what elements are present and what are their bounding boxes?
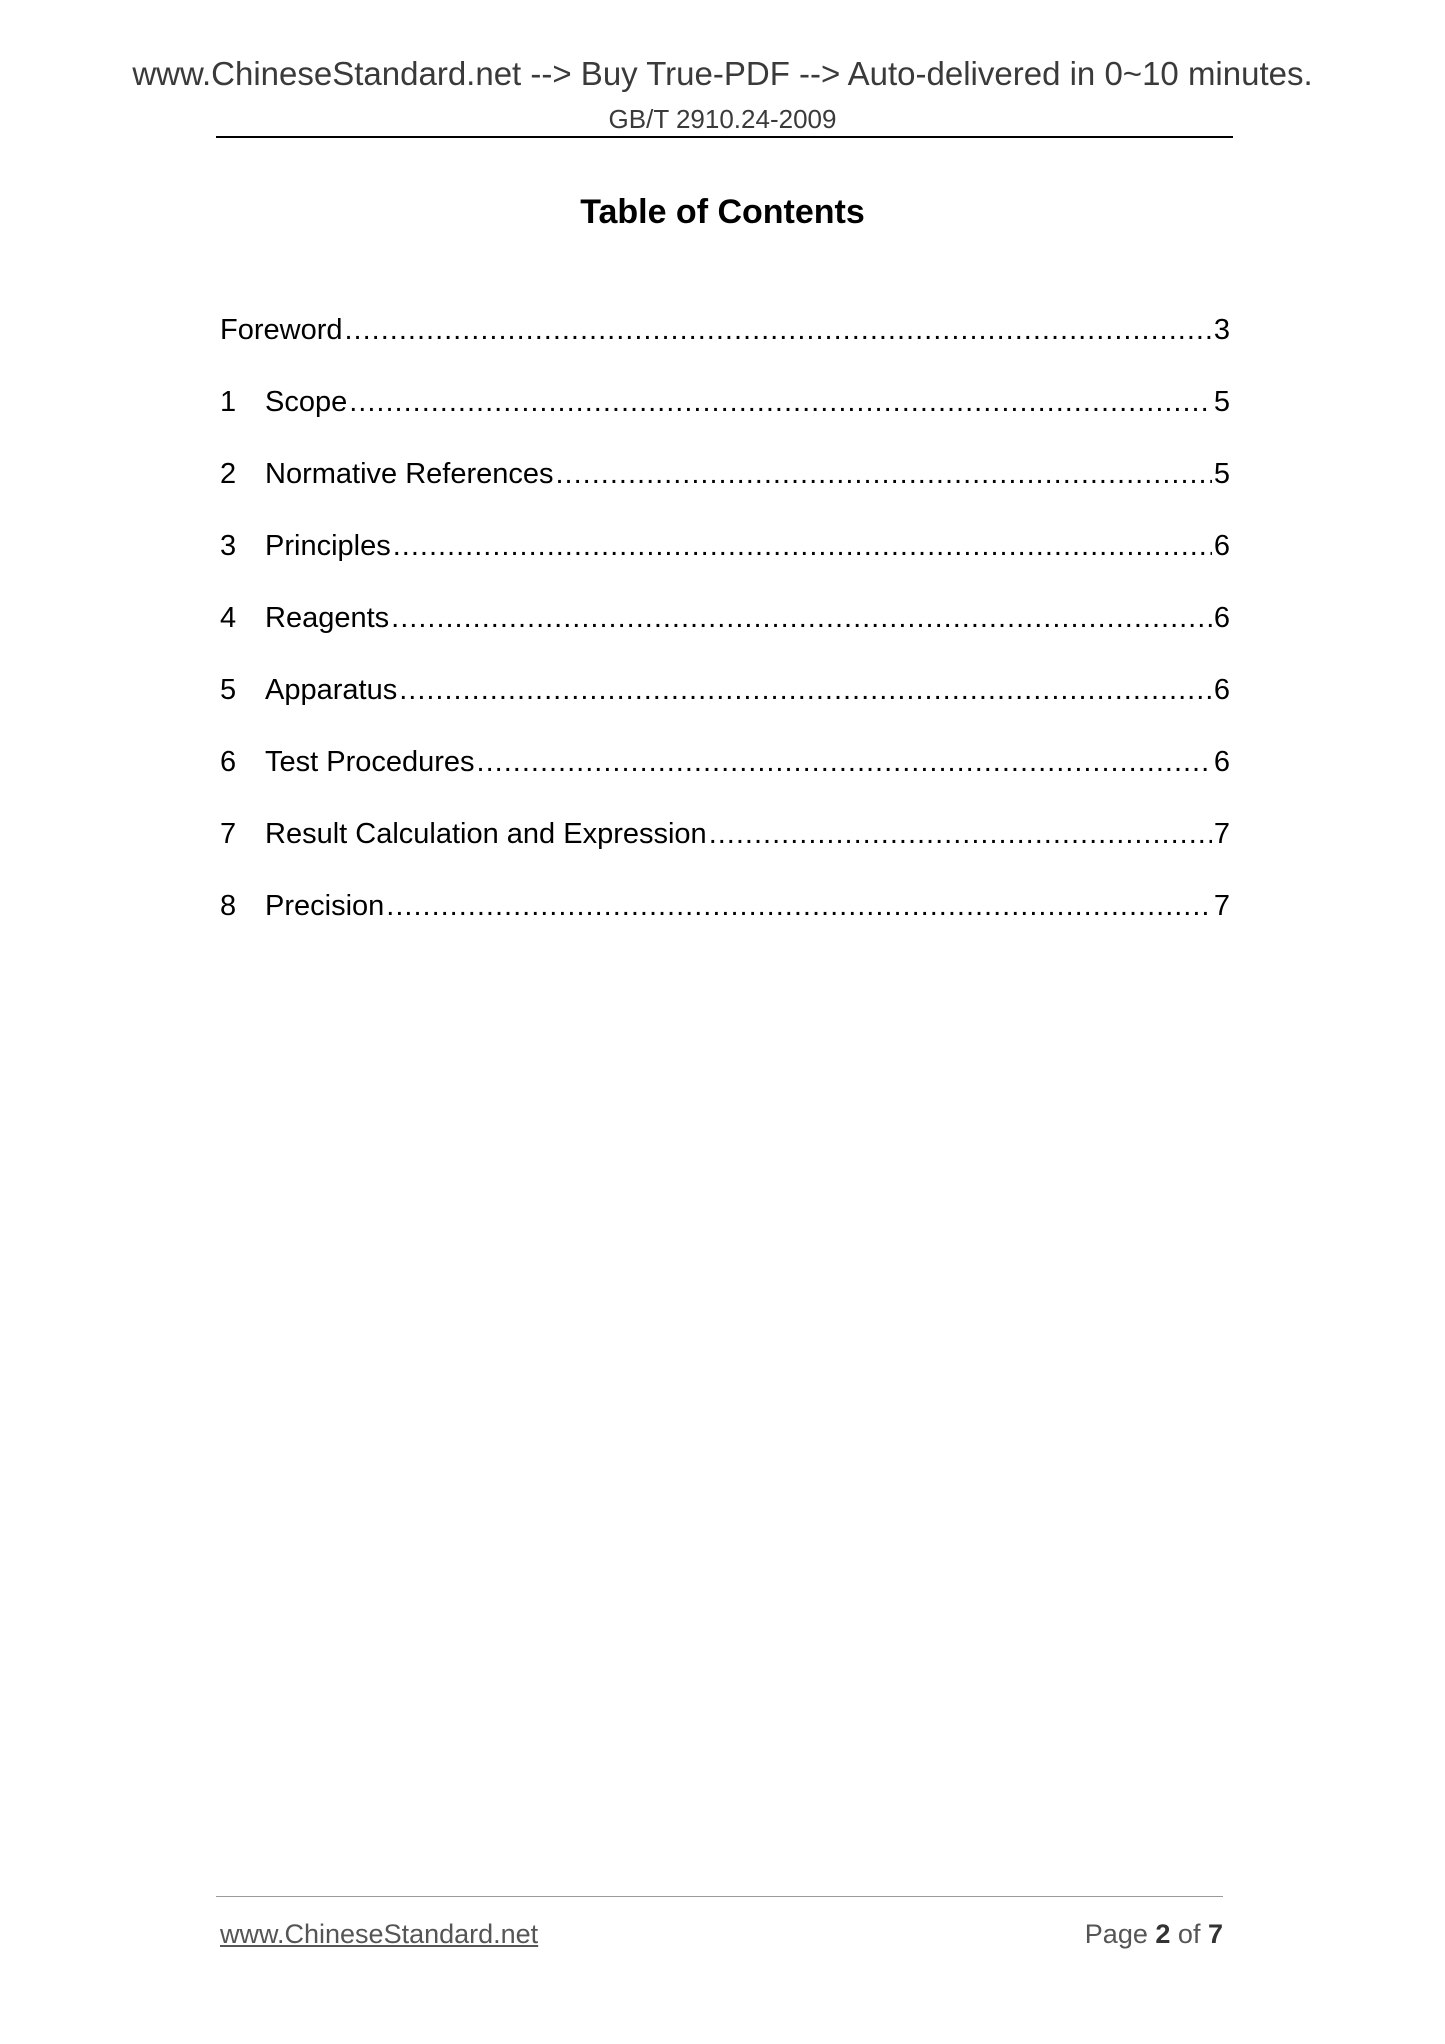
toc-dot-leader	[556, 454, 1212, 494]
toc-dot-leader	[477, 742, 1212, 782]
toc-entry-page: 7	[1213, 890, 1230, 922]
toc-entry-page: 5	[1213, 386, 1230, 418]
toc-entry-label: Normative References	[265, 458, 554, 490]
footer-site-link[interactable]: www.ChineseStandard.net	[220, 1919, 539, 1949]
toc-entry-label: Test Procedures	[265, 746, 475, 778]
toc-dot-leader	[709, 814, 1212, 854]
toc-entry-label: Result Calculation and Expression	[265, 818, 707, 850]
footer-divider	[216, 1896, 1223, 1897]
toc-dot-leader	[399, 670, 1212, 710]
toc-entry-number: 8	[220, 890, 237, 922]
page-indicator	[1085, 1919, 1223, 1950]
toc-entry-reagents[interactable]	[220, 598, 1230, 670]
header-divider	[216, 136, 1233, 138]
page-of: of	[1177, 1919, 1201, 1949]
toc-entry-label: Scope	[265, 386, 348, 418]
toc-entry-page: 6	[1213, 674, 1230, 706]
standard-code: GB/T 2910.24-2009	[608, 104, 837, 134]
toc-entry-number: 6	[220, 746, 237, 778]
toc-dot-leader	[386, 886, 1212, 926]
toc-entry-page: 6	[1213, 746, 1230, 778]
toc-entry-label: Foreword	[220, 314, 343, 346]
toc-entry-foreword[interactable]	[220, 310, 1230, 382]
toc-dot-leader	[349, 382, 1212, 422]
toc-entry-page: 7	[1213, 818, 1230, 850]
toc-entry-scope[interactable]	[220, 382, 1230, 454]
toc-entry-label: Principles	[265, 530, 391, 562]
page-prefix: Page	[1084, 1919, 1148, 1949]
toc-entry-test-procedures[interactable]	[220, 742, 1230, 814]
toc-entry-page: 6	[1213, 530, 1230, 562]
toc-entry-label: Apparatus	[265, 674, 398, 706]
toc-entry-number: 5	[220, 674, 237, 706]
toc-entry-number: 2	[220, 458, 237, 490]
toc-dot-leader	[391, 598, 1212, 638]
total-pages-number: 7	[1207, 1919, 1223, 1949]
toc-entry-number: 4	[220, 602, 237, 634]
toc-entry-result-calculation[interactable]	[220, 814, 1230, 886]
toc-entry-number: 7	[220, 818, 237, 850]
toc-entry-normative-references[interactable]	[220, 454, 1230, 526]
toc-list	[220, 310, 1230, 958]
toc-entry-page: 5	[1213, 458, 1230, 490]
toc-title: Table of Contents	[580, 193, 865, 231]
toc-entry-page: 6	[1213, 602, 1230, 634]
toc-dot-leader	[393, 526, 1212, 566]
toc-entry-number: 1	[220, 386, 237, 418]
toc-dot-leader	[345, 310, 1212, 350]
toc-entry-number: 3	[220, 530, 237, 562]
header-banner: www.ChineseStandard.net --> Buy True-PDF --> Auto-delivered in 0~10 minutes.	[132, 55, 1313, 92]
current-page-number: 2	[1155, 1919, 1171, 1949]
toc-entry-label: Reagents	[265, 602, 390, 634]
toc-entry-apparatus[interactable]	[220, 670, 1230, 742]
toc-entry-label: Precision	[265, 890, 385, 922]
toc-entry-page: 3	[1213, 314, 1230, 346]
toc-entry-principles[interactable]	[220, 526, 1230, 598]
toc-entry-precision[interactable]	[220, 886, 1230, 958]
